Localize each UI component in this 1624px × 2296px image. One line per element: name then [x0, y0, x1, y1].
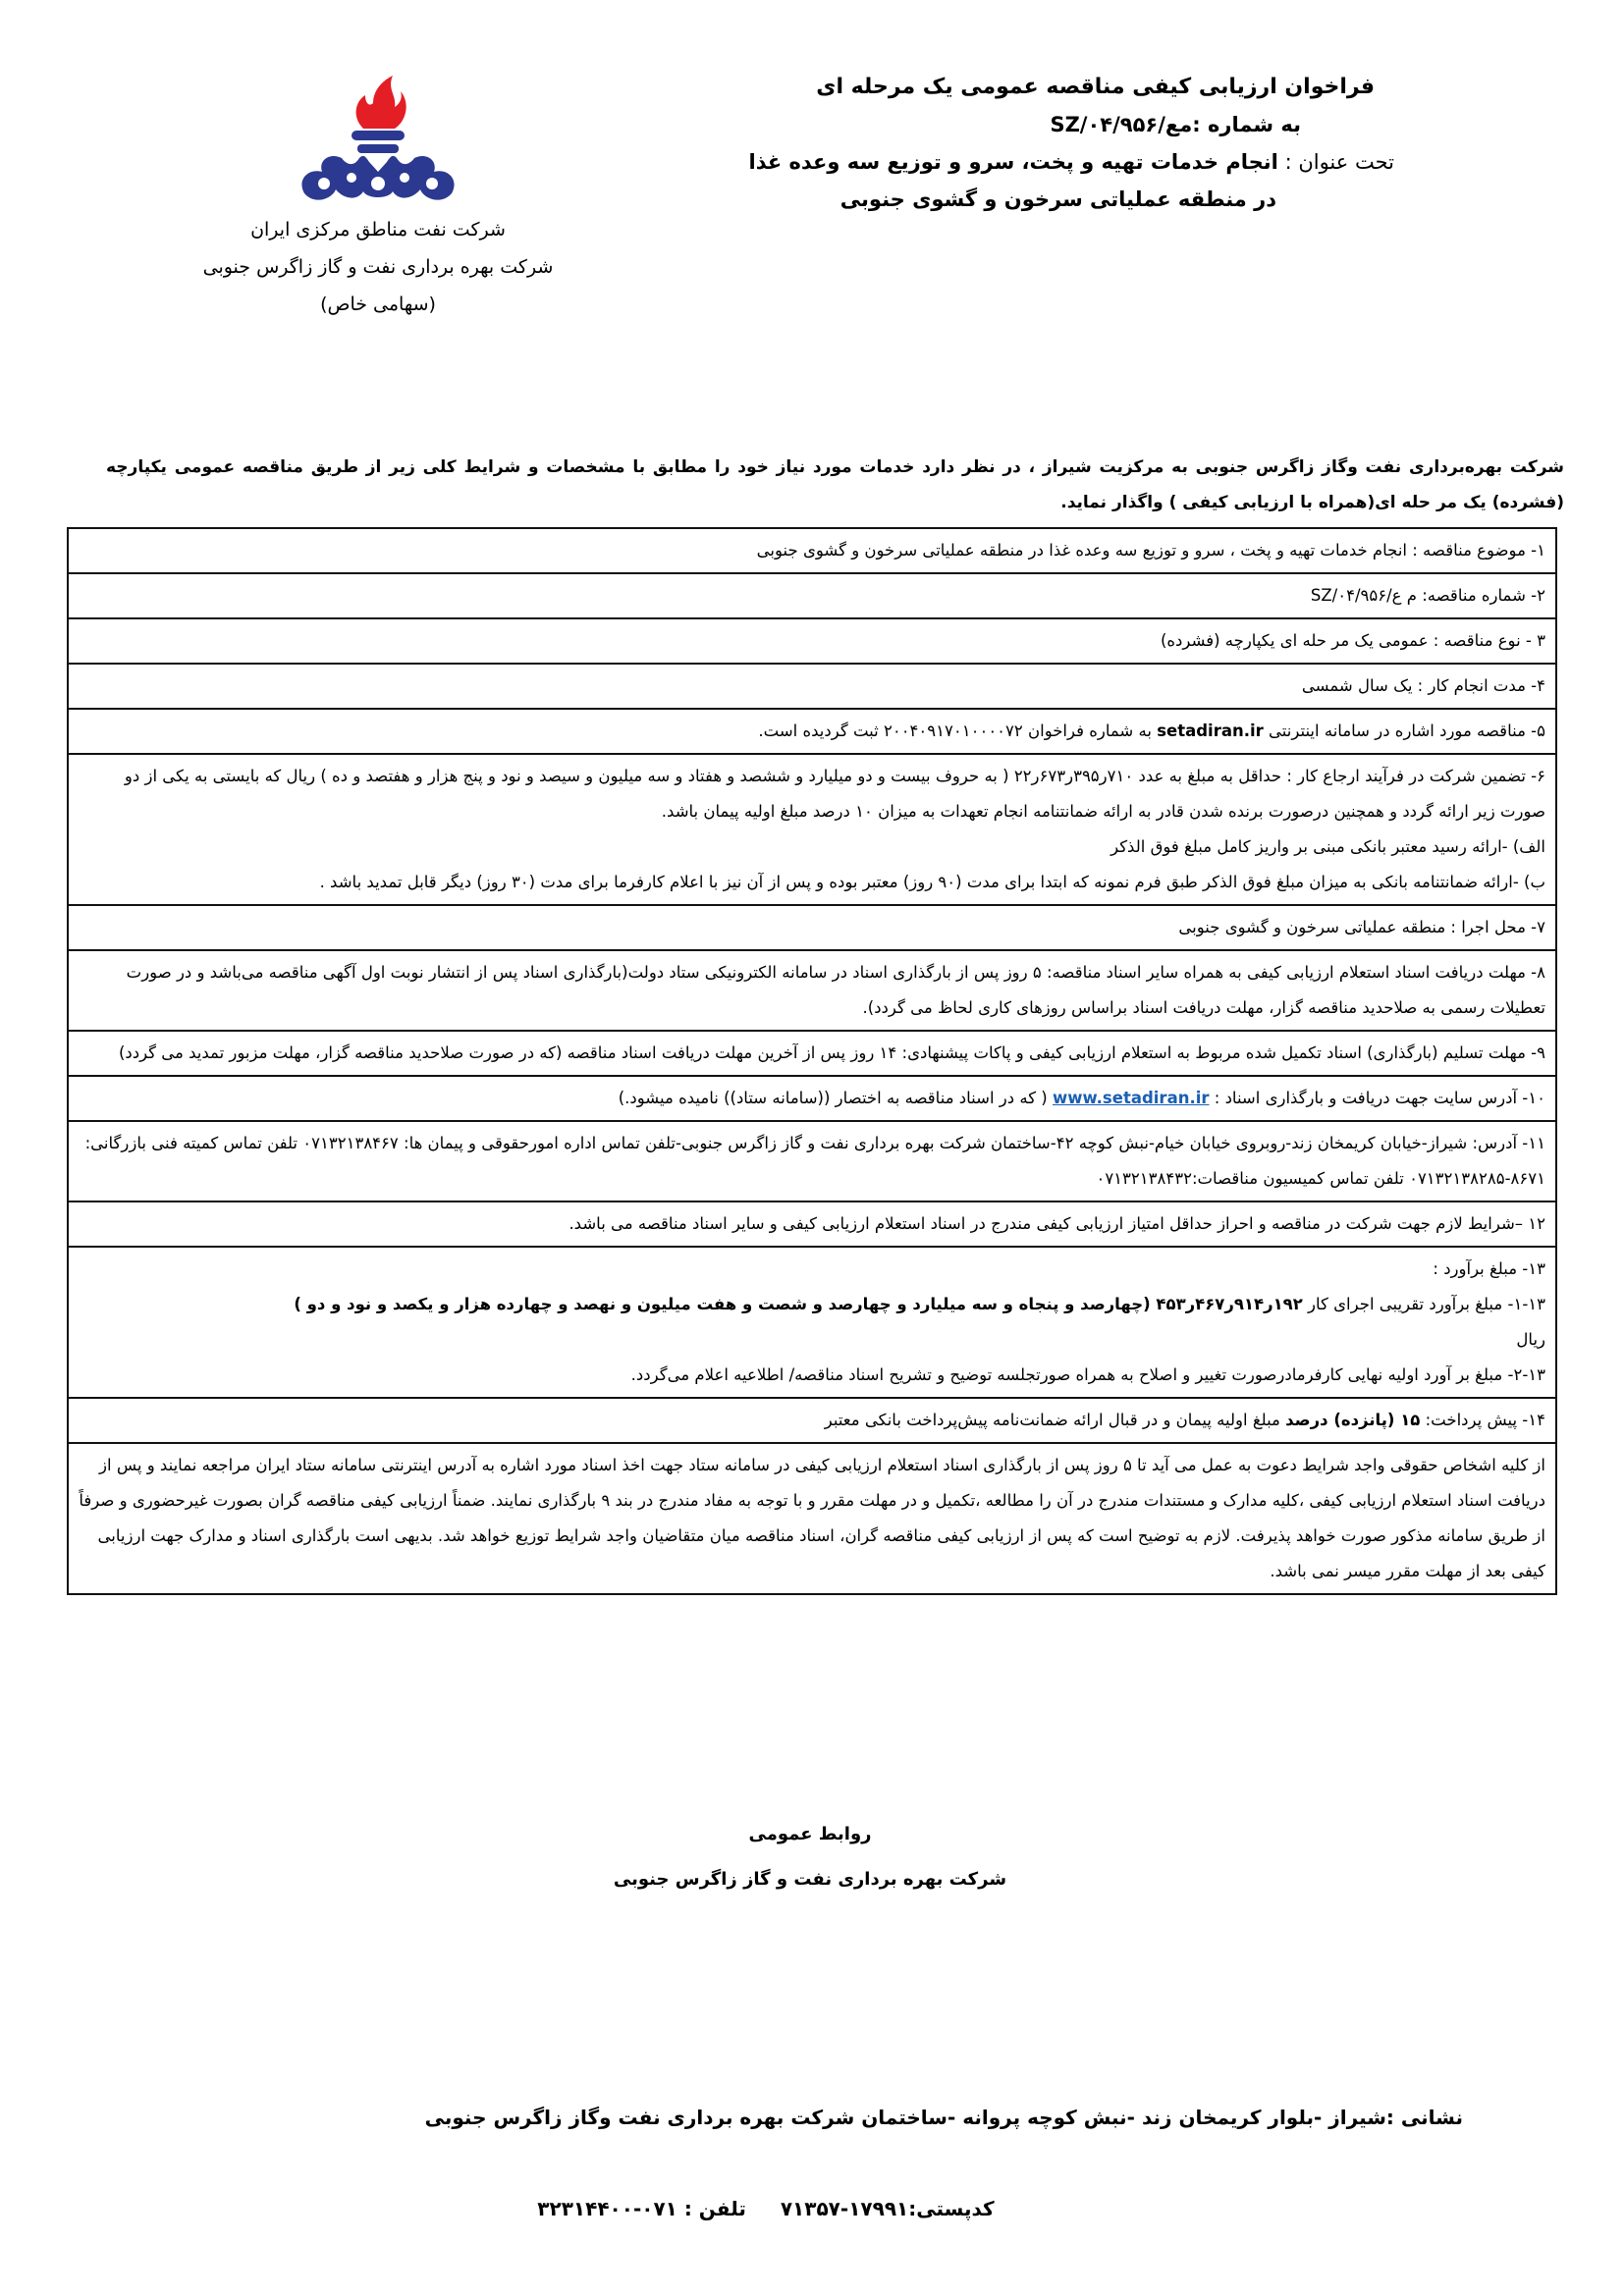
table-row	[68, 1076, 1556, 1121]
table-row	[68, 618, 1556, 664]
website-text-b: ( که در اسناد مناقصه به اختصار ((سامانه ستاد)) نامیده میشود.)	[618, 1089, 1053, 1107]
item-prepayment	[68, 1398, 1556, 1443]
table-row	[68, 1398, 1556, 1443]
table-row	[68, 573, 1556, 618]
item-conditions: ۱۲ –شرایط لازم جهت شرکت در مناقصه و احراز حداقل امتیاز ارزیابی کیفی مندرج در اسناد استعلام ارزیابی کیفی و سایر اسناد مناقصه می باشد.	[68, 1201, 1556, 1247]
intro-paragraph: شرکت بهره‌برداری نفت وگاز زاگرس جنوبی به مرکزیت شیراز ، در نظر دارد خدمات مورد نیاز خود را مطابق با مشخصات و شرایط کلی زیر از طریق مناقصه عمومی یکپارچه (فشرده) یک مر حله ای(همراه با ارزیابی کیفی ) واگذار نماید.	[106, 457, 1564, 512]
announcement-region: در منطقه عملیاتی سرخون و گشوی جنوبی	[839, 187, 1276, 211]
subject-text: انجام خدمات تهیه و پخت، سرو و توزیع سه وعده غذا	[748, 150, 1278, 174]
registration-text-b: به شماره فراخوان ۲۰۰۴۰۹۱۷۰۱۰۰۰۰۷۲ ثبت گردیده است.	[758, 721, 1158, 740]
guarantee-option-be: ب) -ارائه ضمانتنامه بانکی به میزان مبلغ فوق الذکر طبق فرم نمونه که ابتدا برای مدت (۹۰ روز) معتبر بوده و پس از آن نیز با اعلام کارفرما برای مدت (۳۰ روز) دیگر قابل تمدید باشد .	[319, 873, 1545, 891]
footer-contact	[432, 2197, 1100, 2220]
item-location: ۷- محل اجرا : منطقه عملیاتی سرخون و گشوی جنوبی	[68, 905, 1556, 950]
table-row	[68, 709, 1556, 754]
footer-postal-code: کدپستی:۱۷۹۹۱-۷۱۳۵۷	[780, 2197, 995, 2220]
company-name-parent: شرکت نفت مناطق مرکزی ایران	[250, 219, 506, 240]
registration-site: setadiran.ir	[1157, 721, 1264, 740]
table-row	[68, 1031, 1556, 1076]
item-submission-deadline: ۹- مهلت تسلیم (بارگذاری) اسناد تکمیل شده مربوط به استعلام ارزیابی کیفی و پاکات پیشنهادی: ۱۴ روز پس از آخرین مهلت دریافت اسناد مناقصه (که در صورت صلاحدید مناقصه گزار، مهلت مزبور تمدید می گردد)	[68, 1031, 1556, 1076]
announcement-title: فراخوان ارزیابی کیفی مناقصه عمومی یک مرحله ای	[816, 75, 1375, 99]
announcement-title-block	[727, 69, 1394, 218]
item-estimate	[68, 1247, 1556, 1398]
item-registration	[68, 709, 1556, 754]
signature-company: شرکت بهره برداری نفت و گاز زاگرس جنوبی	[613, 1869, 1007, 1890]
estimate-amount-label: ۱-۱۳- مبلغ برآورد تقریبی اجرای کار	[1302, 1295, 1545, 1313]
estimate-title: ۱۳- مبلغ برآورد :	[1433, 1259, 1545, 1278]
prepayment-text: مبلغ اولیه پیمان و در قبال ارائه ضمانت‌نامه پیش‌پرداخت بانکی معتبر	[824, 1411, 1286, 1429]
announcement-number: به شماره :مع/SZ/۰۴/۹۵۶	[1050, 113, 1301, 136]
company-logo-block	[167, 74, 589, 323]
prepayment-label: ۱۴- پیش پرداخت:	[1420, 1411, 1545, 1429]
estimate-amount-number: ۱۹۲ر۹۱۴ر۴۶۷ر۴۵۳	[1156, 1295, 1303, 1313]
company-type: (سهامی خاص)	[320, 294, 436, 315]
item-address: ۱۱- آدرس: شیراز-خیابان کریمخان زند-روبروی خیابان خیام-نبش کوچه ۴۲-ساختمان شرکت بهره برداری نفت و گاز زاگرس جنوبی-تلفن تماس اداره امورحقوقی و پیمان ها: ۰۷۱۳۲۱۳۸۴۶۷ تلفن تماس کمیته فنی بازرگانی: ۸۶۷۱-۰۷۱۳۲۱۳۸۲۸۵ تلفن تماس کمیسیون مناقصات:۰۷۱۳۲۱۳۸۴۳۲	[68, 1121, 1556, 1201]
item-guarantee	[68, 754, 1556, 905]
guarantee-main: ۶- تضمین شرکت در فرآیند ارجاع کار : حداقل به مبلغ به عدد ۷۱۰ر۳۹۵ر۶۷۳ر۲۲ ( به حروف بیست و دو میلیارد و ششصد و هفتاد و سه میلیون و سیصد و نود و پنج هزار و هفتصد و ده ) ریال که بایستی به یکی از دو صورت زیر ارائه گردد و همچنین درصورت برنده شدن قادر به ارائه ضمانتنامه انجام تعهدات به میزان ۱۰ درصد مبلغ اولیه پیمان باشد.	[124, 767, 1545, 821]
item-subject: ۱- موضوع مناقصه : انجام خدمات تهیه و پخت ، سرو و توزیع سه وعده غذا در منطقه عملیاتی سرخون و گشوی جنوبی	[68, 528, 1556, 573]
table-row	[68, 905, 1556, 950]
item-tender-type: ۳ - نوع مناقصه : عمومی یک مر حله ای یکپارچه (فشرده)	[68, 618, 1556, 664]
subject-prefix: تحت عنوان :	[1277, 150, 1394, 174]
prepayment-percent: ۱۵ (پانزده) درصد	[1285, 1411, 1421, 1429]
table-row	[68, 528, 1556, 573]
item-duration: ۴- مدت انجام کار : یک سال شمسی	[68, 664, 1556, 709]
registration-text-a: ۵- مناقصه مورد اشاره در سامانه اینترنتی	[1263, 721, 1545, 740]
table-row	[68, 1443, 1556, 1594]
item-tender-number: ۲- شماره مناقصه: م ع/SZ/۰۴/۹۵۶	[68, 573, 1556, 618]
estimate-final-note: ۲-۱۳- مبلغ بر آورد اولیه نهایی کارفرمادرصورت تغییر و اصلاح به همراه صورتجلسه توضیح و تشریح اسناد مناقصه/ اطلاعیه اعلام می‌گردد.	[630, 1365, 1545, 1384]
signature-dept: روابط عمومی	[748, 1824, 872, 1844]
table-row	[68, 1247, 1556, 1398]
guarantee-option-alef: الف) -ارائه رسید معتبر بانکی مبنی بر واریز کامل مبلغ فوق الذکر	[1110, 837, 1545, 856]
announcement-subject	[727, 143, 1394, 181]
company-name: شرکت بهره برداری نفت و گاز زاگرس جنوبی	[202, 256, 554, 278]
estimate-unit: ریال	[1516, 1330, 1545, 1349]
table-row	[68, 664, 1556, 709]
table-row	[68, 1121, 1556, 1201]
item-doc-deadline: ۸- مهلت دریافت اسناد استعلام ارزیابی کیفی به همراه سایر اسناد مناقصه: ۵ روز پس از بارگذاری اسناد در سامانه الکترونیکی ستاد دولت(بارگذاری اسناد پس از انتشار نوبت اول آگهی مناقصه می‌باشد و در صورت تعطیلات رسمی به صلاحدید مناقصه گزار، مهلت دریافت اسناد براساس روزهای کاری لحاظ می گردد).	[68, 950, 1556, 1031]
table-row	[68, 950, 1556, 1031]
item-invitation-note: از کلیه اشخاص حقوقی واجد شرایط دعوت به عمل می آید تا ۵ روز پس از بارگذاری اسناد استعلام ارزیابی کیفی در سامانه ستاد جهت اخذ اسناد مورد اشاره به آدرس اینترنتی سامانه ستاد ایران مراجعه نمایند و پس از دریافت اسناد استعلام ارزیابی کیفی ،کلیه مدارک و مستندات مندرج در آن را مطالعه ،تکمیل و در مهلت مقرر و با توجه به مفاد مندرج در بند ۹ بارگذاری نمایند. ضمناً ارزیابی کیفی مناقصه گران بصورت غیرحضوری و صرفاً از طریق سامانه مذکور صورت خواهد پذیرفت. لازم به توضیح است که پس از ارزیابی کیفی مناقصه گران، اسناد مناقصه میان متقاضیان واجد شرایط توزیع خواهد شد. بدیهی است بارگذاری اسناد و مدارک جهت ارزیابی کیفی بعد از مهلت مقرر میسر نمی باشد.	[68, 1443, 1556, 1594]
tender-details-table	[67, 527, 1557, 1595]
item-website	[68, 1076, 1556, 1121]
table-row	[68, 754, 1556, 905]
nioc-torch-logo-icon	[295, 74, 461, 211]
estimate-amount	[79, 1287, 1545, 1322]
setadiran-link[interactable]: www.setadiran.ir	[1052, 1089, 1210, 1107]
footer-address: نشانی :شیراز -بلوار کریمخان زند -نبش کوچه پروانه -ساختمان شرکت بهره برداری نفت وگاز زاگرس جنوبی	[424, 2106, 1463, 2129]
table-row	[68, 1201, 1556, 1247]
footer-phone: تلفن : ۰۷۱-۳۲۳۱۴۴۰۰	[537, 2197, 746, 2220]
estimate-amount-words: (چهارصد و پنجاه و سه میلیارد و چهارصد و شصت و هفت میلیون و نهصد و چهارده هزار و یکصد و نود و دو )	[294, 1295, 1157, 1313]
website-text-a: ۱۰- آدرس سایت جهت دریافت و بارگذاری اسناد :	[1209, 1089, 1545, 1107]
